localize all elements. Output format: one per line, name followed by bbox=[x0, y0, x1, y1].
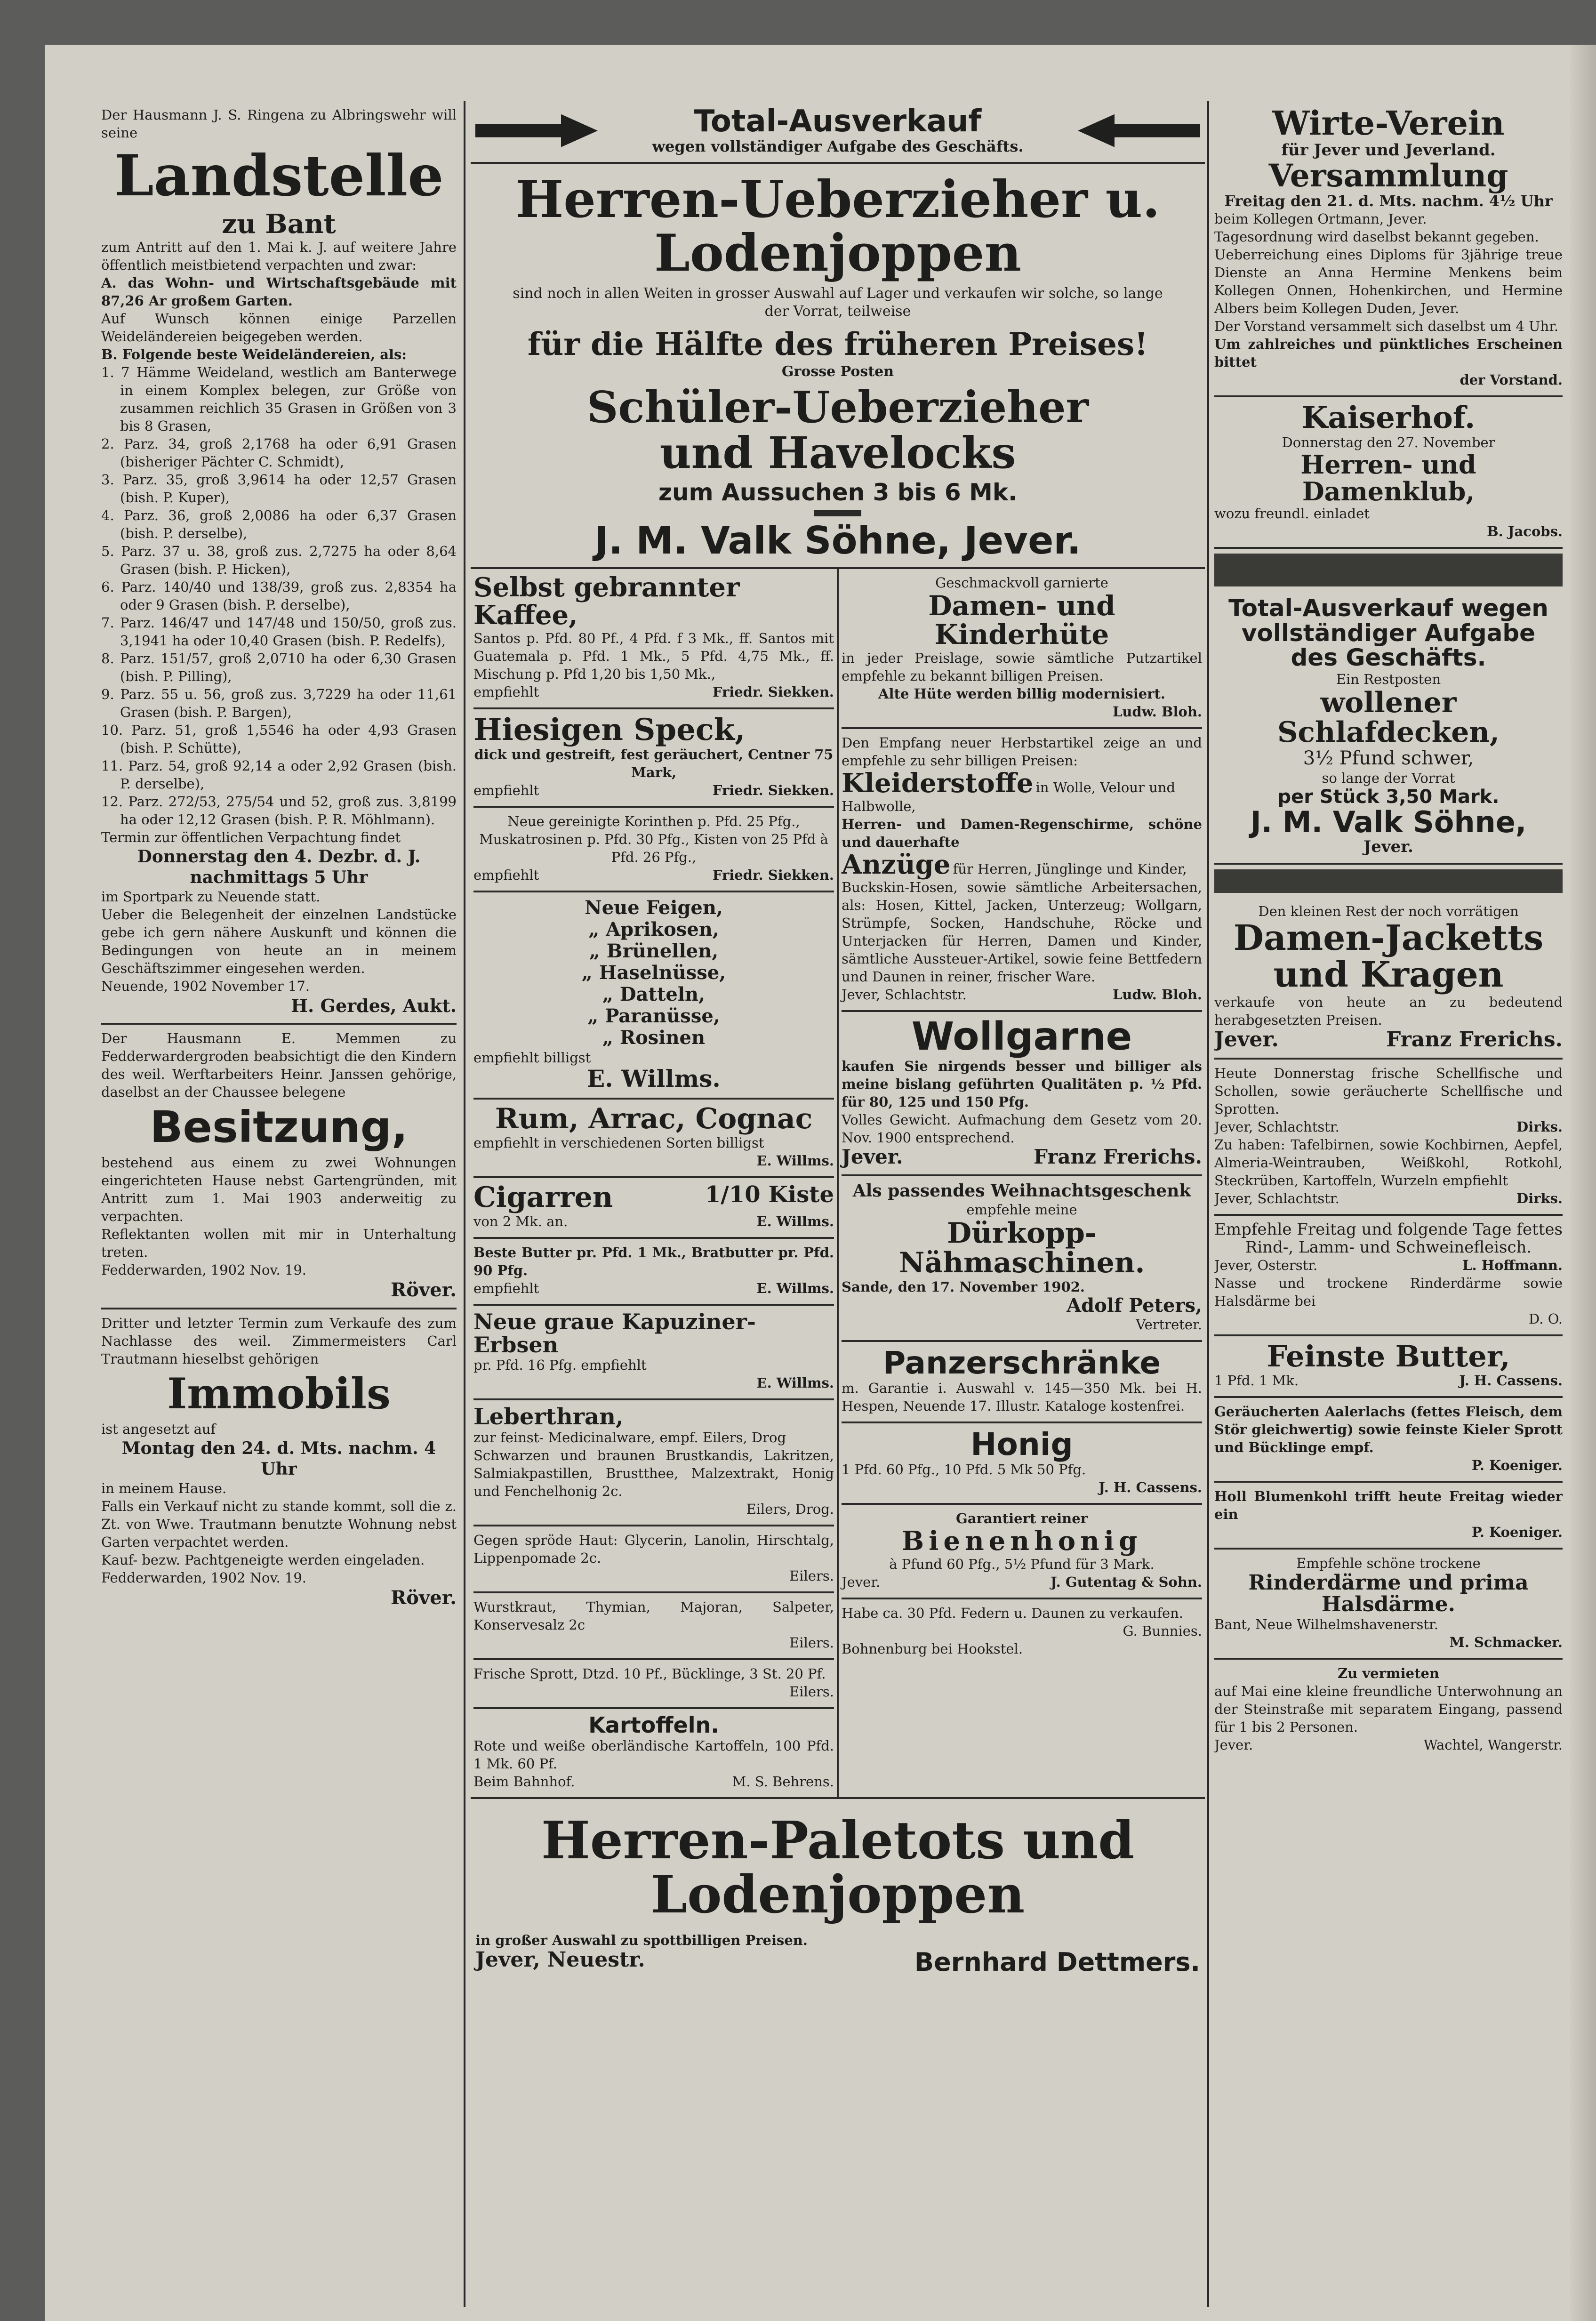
ad-text: beim Kollegen Ortmann, Jever. bbox=[1214, 210, 1427, 227]
ad-kaiserhof bbox=[1214, 397, 1563, 549]
ad-text: Als passendes Weihnachtsgeschenk bbox=[852, 1181, 1191, 1201]
ad-signature: P. Koeniger. bbox=[1471, 1457, 1563, 1473]
ad-text: Volles Gewicht. Aufmachung dem Gesetz vom 20. Nov. 1900 entsprechend. bbox=[842, 1112, 1202, 1146]
ad-text: empfiehlt bbox=[473, 1280, 539, 1297]
list-item: 8. Parz. 151/57, groß 2,0710 ha oder 6,30 Grasen (bish. P. Pilling), bbox=[101, 650, 457, 684]
ad-place: Jever, Schlachtstr. bbox=[1214, 1190, 1339, 1206]
ad-text: Geschmackvoll garnierte bbox=[935, 574, 1108, 591]
ad-text: bestehend aus einem zu zwei Wohnungen eingerichteten Hause nebst Gartengründen, mit Antritt zum 1. Mai 1903 anderweitig zu verpachten. bbox=[101, 1155, 457, 1225]
ad-place: Beim Bahnhof. bbox=[473, 1773, 575, 1790]
ad-text: zum Antritt auf den 1. Mai k. J. auf weitere Jahre öffentlich meistbietend verpachten und zwar: bbox=[101, 239, 457, 273]
ad-text: Tagesordnung wird daselbst bekannt gegeben. bbox=[1214, 228, 1539, 245]
ad-text: dick und gestreift, fest geräuchert, Centner 75 Mark, bbox=[474, 746, 834, 780]
ad-signature: Franz Frerichs. bbox=[1034, 1145, 1202, 1169]
ad-title: Feinste Butter, bbox=[1267, 1339, 1510, 1373]
list-item: „ Rosinen bbox=[602, 1026, 706, 1049]
ad-signature: L. Hoffmann. bbox=[1462, 1257, 1563, 1273]
ad-bienenhonig bbox=[842, 1505, 1202, 1599]
list-item: „ Aprikosen, bbox=[588, 918, 719, 940]
list-item: „ Haselnüsse, bbox=[581, 961, 726, 984]
ad-title: Selbst gebrannter Kaffee, bbox=[473, 571, 740, 631]
ad-text: Der Vorstand versammelt sich daselbst um 4 Uhr. bbox=[1214, 318, 1559, 334]
ad-signature: D. O. bbox=[1529, 1310, 1563, 1327]
ad-text: empfiehlt bbox=[473, 683, 539, 700]
ad-firm: J. M. Valk Söhne, bbox=[1250, 804, 1527, 839]
ad-text: so lange der Vorrat bbox=[1322, 770, 1455, 786]
column-left bbox=[101, 101, 457, 2307]
ad-title: Zu vermieten bbox=[1337, 1665, 1439, 1681]
ad-wirte-verein bbox=[1214, 101, 1563, 397]
ad-text: Dritter und letzter Termin zum Verkaufe des zum Nachlasse des weil. Zimmermeisters Carl Trautmann hieselbst gehörigen bbox=[101, 1315, 457, 1367]
ad-text: à Pfund 60 Pfg., 5½ Pfund für 3 Mark. bbox=[889, 1556, 1155, 1572]
ad-rinderdaerme bbox=[1214, 1550, 1563, 1660]
ad-text: empfiehlt billigst bbox=[473, 1049, 591, 1066]
ad-text: Auf Wunsch können einige Parzellen Weideländereien beigegeben werden. bbox=[101, 310, 457, 345]
ad-text: in jeder Preislage, sowie sämtliche Putzartikel empfehle zu bekannt billigen Preisen. bbox=[842, 650, 1202, 684]
ad-place: Jever, Schlachtstr. bbox=[842, 987, 967, 1003]
list-item: „ Datteln, bbox=[602, 983, 706, 1005]
ad-place: Jever, Osterstr. bbox=[1214, 1257, 1318, 1273]
ad-signature: M. Schmacker. bbox=[1449, 1634, 1563, 1650]
ad-place: Fedderwarden, 1902 Nov. 19. bbox=[101, 1569, 307, 1586]
column-rule bbox=[1207, 101, 1209, 2307]
ad-place: Jever. bbox=[1214, 1028, 1279, 1052]
list-item: „ Paranüsse, bbox=[587, 1004, 720, 1027]
ad-text: Ein Restposten bbox=[1336, 671, 1441, 687]
ad-landstelle bbox=[101, 101, 457, 1025]
ad-text: 1 Pfd. 60 Pfg., 10 Pfd. 5 Mk 50 Pfg. bbox=[842, 1462, 1086, 1478]
ad-title: Wirte-Verein bbox=[1272, 104, 1505, 143]
ad-place: Sande, den 17. November 1902. bbox=[842, 1278, 1085, 1295]
ad-text: von 2 Mk. an. bbox=[473, 1213, 568, 1230]
ad-korinthen bbox=[473, 808, 834, 892]
ad-schlafdecken bbox=[1214, 591, 1563, 865]
ad-text: in großer Auswahl zu spottbilligen Preisen. bbox=[475, 1932, 808, 1948]
ad-text: in meinem Hause. bbox=[101, 1480, 227, 1496]
ad-signature: Dirks. bbox=[1516, 1118, 1563, 1135]
ad-signature: H. Gerdes, Aukt. bbox=[291, 995, 457, 1016]
ad-signature: Ludw. Bloh. bbox=[1112, 987, 1202, 1003]
ad-feinste-butter bbox=[1214, 1336, 1563, 1398]
ad-wurstkraut bbox=[473, 1593, 834, 1660]
ad-wollgarne bbox=[842, 1012, 1202, 1176]
ad-text: Wurstkraut, Thymian, Majoran, Salpeter, Konservesalz 2c bbox=[473, 1599, 834, 1633]
ad-headline: Herren-Ueberzieher u. Lodenjoppen bbox=[515, 170, 1160, 283]
ad-text: Garantiert reiner bbox=[956, 1510, 1088, 1527]
ad-text: Den Empfang neuer Herbstartikel zeige an und empfehle zu sehr billigen Preisen: bbox=[842, 734, 1202, 769]
ad-rum bbox=[473, 1100, 834, 1178]
ad-aal bbox=[1214, 1398, 1563, 1483]
ad-text: Gegen spröde Haut: Glycerin, Lanolin, Hirschtalg, Lippenpomade 2c. bbox=[473, 1532, 834, 1566]
ad-place: Jever. bbox=[1214, 1736, 1253, 1753]
list-item: 5. Parz. 37 u. 38, groß zus. 2,7275 ha oder 8,64 Grasen (bish. P. Hicken), bbox=[101, 543, 457, 577]
ad-text: 3½ Pfund schwer, bbox=[1303, 747, 1474, 769]
ad-damen-jacketts bbox=[1214, 898, 1563, 1060]
ad-honig bbox=[842, 1423, 1202, 1505]
ad-immobils bbox=[101, 1309, 457, 1615]
ad-title: Kaiserhof. bbox=[1301, 400, 1476, 435]
ad-place: Bant, Neue Wilhelmshavenerstr. bbox=[1214, 1616, 1438, 1632]
ad-text: m. Garantie i. Auswahl v. 145—350 Mk. bei H. Hespen, Neuende 17. Illustr. Kataloge kostenfrei. bbox=[842, 1380, 1202, 1414]
ad-headline: Herren- und Damenklub, bbox=[1300, 449, 1476, 506]
ad-signature: Wachtel, Wangerstr. bbox=[1423, 1736, 1563, 1753]
ad-leberthran bbox=[473, 1400, 834, 1526]
ad-signature: J. H. Cassens. bbox=[1099, 1479, 1202, 1496]
ad-title: Landstelle bbox=[114, 143, 444, 209]
ad-text: Heute Donnerstag frische Schellfische und Schollen, sowie geräucherte Schellfische und Sprotten. bbox=[1214, 1065, 1563, 1117]
ad-subtitle: wegen vollständiger Aufgabe des Geschäfts. bbox=[652, 137, 1024, 156]
ad-signature: P. Koeniger. bbox=[1471, 1524, 1563, 1540]
ad-title: Damen- und Kinderhüte bbox=[928, 589, 1115, 651]
ad-place: Neuende, 1902 November 17. bbox=[101, 978, 310, 994]
ad-signature: Eilers. bbox=[789, 1635, 834, 1651]
ad-text: empfiehlt in verschiedenen Sorten billigst bbox=[473, 1135, 764, 1151]
ad-place: Jever, Neuestr. bbox=[475, 1947, 645, 1972]
ad-place: Jever. bbox=[842, 1145, 903, 1169]
small-ads-right bbox=[839, 569, 1205, 1797]
ad-text: Falls ein Verkauf nicht zu stande kommt, soll die z. Zt. von Wwe. Trautmann benutzte Wohnung nebst Garten verpachtet werden. bbox=[101, 1498, 457, 1550]
ad-besitzung bbox=[101, 1025, 457, 1310]
list-item: 6. Parz. 140/40 und 138/39, groß zus. 2,8354 ha oder 9 Grasen (bish. P. derselbe), bbox=[101, 578, 457, 613]
adjacent-page-edge bbox=[1570, 45, 1596, 2321]
ad-text: Ueberreichung eines Diploms für 3jährige treue Dienste an Anna Hermine Menkens beim Kollegen Onnen, Hohenkirchen, und Hermine Albers beim Kollegen Duden, Jever. bbox=[1214, 246, 1563, 316]
divider-bar bbox=[1214, 869, 1563, 893]
ad-text: Herren- und Damen-Regenschirme, schöne und dauerhafte bbox=[842, 816, 1202, 850]
ad-text: Vertreter. bbox=[1136, 1316, 1202, 1333]
ad-text: empfehle meine bbox=[966, 1201, 1077, 1218]
divider-bar bbox=[1214, 554, 1563, 586]
column-rule bbox=[464, 101, 465, 2307]
ad-signature: E. Willms. bbox=[756, 1213, 834, 1230]
parcel-list bbox=[101, 363, 457, 828]
ad-headline: Versammlung bbox=[1268, 157, 1508, 194]
ad-text: empfiehlt bbox=[473, 782, 539, 798]
ad-text: Grosse Posten bbox=[781, 363, 894, 380]
ad-speck bbox=[473, 709, 834, 808]
ad-text: in Wolle, Velour und Halbwolle, bbox=[842, 779, 1176, 814]
ad-text: Den kleinen Rest der noch vorrätigen bbox=[1258, 903, 1519, 919]
ad-signature: E. Willms. bbox=[587, 1064, 721, 1092]
ad-text: ist angesetzt auf bbox=[101, 1421, 216, 1437]
column-right bbox=[1214, 101, 1563, 2307]
ad-cigarren bbox=[473, 1178, 834, 1239]
ad-title: Honig bbox=[970, 1426, 1073, 1462]
ad-signature: J. Gutentag & Sohn. bbox=[1051, 1574, 1202, 1590]
ad-signature: der Vorstand. bbox=[1460, 371, 1563, 388]
ad-headline: für die Hälfte des früheren Preises! bbox=[527, 325, 1148, 362]
ad-total-ausverkauf bbox=[471, 101, 1205, 569]
ad-text: für Herren, Jünglinge und Kinder, bbox=[953, 860, 1187, 877]
ad-signature: Friedr. Siekken. bbox=[712, 867, 834, 883]
ad-feigen bbox=[473, 892, 834, 1100]
ad-signature: Röver. bbox=[391, 1586, 457, 1609]
ad-signature: J. H. Cassens. bbox=[1459, 1372, 1563, 1389]
ad-zu-vermieten bbox=[1214, 1660, 1563, 1760]
ad-date: Donnerstag den 27. November bbox=[1282, 434, 1495, 450]
ad-text: Buckskin-Hosen, sowie sämtliche Arbeitersachen, als: Hosen, Kittel, Jacken, Unterzeug; Wollgarn, Strümpfe, Socken, Handschuhe, Röcke und Unterjacken für Herren, Damen und Kinder, sämtliche Aussteuer-Artikel, sowie feine Bettfedern und Daunen in reiner, frischer Ware. bbox=[842, 879, 1202, 985]
ad-sprott bbox=[473, 1660, 834, 1709]
ad-text: Kauf- bezw. Pachtgeneigte werden eingeladen. bbox=[101, 1551, 425, 1568]
ad-panzerschraenke bbox=[842, 1342, 1202, 1423]
list-item: 11. Parz. 54, groß 92,14 a oder 2,92 Grasen (bish. P. derselbe), bbox=[101, 757, 457, 792]
ad-text: Empfehle Freitag und folgende Tage fettes Rind-, Lamm- und Schweinefleisch. bbox=[1214, 1220, 1563, 1257]
ad-place: Jever. bbox=[842, 1574, 881, 1590]
list-item: 10. Parz. 51, groß 1,5546 ha oder 4,93 Grasen (bish. P. Schütte), bbox=[101, 722, 457, 756]
ad-signature: Röver. bbox=[391, 1279, 457, 1301]
ad-text: sind noch in allen Weiten in grosser Auswahl auf Lager und verkaufen wir solche, so lange der Vorrat, teilweise bbox=[513, 285, 1163, 320]
ad-place: Fedderwarden, 1902 Nov. 19. bbox=[101, 1262, 307, 1278]
pointing-hand-icon bbox=[1078, 114, 1200, 147]
ad-price: zum Aussuchen 3 bis 6 Mk. bbox=[658, 479, 1018, 506]
ad-title: Immobils bbox=[167, 1369, 391, 1419]
ad-kaffee bbox=[473, 569, 834, 709]
list-item: 12. Parz. 272/53, 275/54 und 52, groß zus. 3,8199 ha oder 12,12 Grasen (bish. P. R. Möhlmann). bbox=[101, 793, 457, 827]
ad-title: Neue graue Kapuziner-Erbsen bbox=[473, 1309, 756, 1357]
ad-text: im Sportpark zu Neuende statt. bbox=[101, 888, 321, 905]
ad-duerkopp bbox=[842, 1176, 1202, 1342]
ad-signature: B. Jacobs. bbox=[1487, 523, 1563, 540]
ad-text: A. das Wohn- und Wirtschaftsgebäude mit 87,26 Ar großem Garten. bbox=[101, 274, 457, 309]
ad-fleisch bbox=[1214, 1216, 1563, 1336]
ad-text: Alte Hüte werden billig modernisiert. bbox=[878, 685, 1165, 702]
ad-date: Freitag den 21. d. Mts. nachm. 4½ Uhr bbox=[1224, 192, 1553, 210]
ad-signature: Friedr. Siekken. bbox=[712, 683, 834, 700]
ad-paletots bbox=[471, 1799, 1205, 1983]
ad-text: Holl Blumenkohl trifft heute Freitag wieder ein bbox=[1214, 1488, 1563, 1522]
ad-title: 1/10 Kiste bbox=[705, 1181, 834, 1208]
ad-signature: Eilers, Drog. bbox=[746, 1501, 834, 1518]
ad-text: kaufen Sie nirgends besser und billiger als meine bislang geführten Qualitäten p. ½ Pfd. für 80, 125 und 150 Pfg. bbox=[842, 1058, 1202, 1110]
ad-price: per Stück 3,50 Mark. bbox=[1277, 786, 1500, 808]
ad-fisch bbox=[1214, 1060, 1563, 1216]
ad-firm: J. M. Valk Söhne, Jever. bbox=[594, 518, 1081, 562]
ad-text: Empfehle schöne trockene bbox=[1296, 1555, 1481, 1571]
ad-signature: Eilers. bbox=[789, 1568, 834, 1584]
ad-headline: Herren-Paletots und Lodenjoppen bbox=[541, 1809, 1135, 1925]
ad-title: Total-Ausverkauf wegen vollständiger Aufgabe des Geschäfts. bbox=[1228, 594, 1548, 672]
ad-signature: Adolf Peters, bbox=[1067, 1294, 1202, 1317]
ad-text: 1 Pfd. 1 Mk. bbox=[1214, 1372, 1299, 1389]
ad-text: Rote und weiße oberländische Kartoffeln, 100 Pfd. 1 Mk. 60 Pf. bbox=[473, 1737, 834, 1772]
ad-date: Montag den 24. d. Mts. nachm. 4 Uhr bbox=[121, 1438, 436, 1479]
ad-headline: Schüler-Ueberzieher und Havelocks bbox=[586, 382, 1089, 478]
ad-text: Der Hausmann E. Memmen zu Fedderwardergroden beabsichtigt die den Kindern des weil. Werftarbeiters Heinr. Janssen gehörige, daselbst an der Chaussee belegene bbox=[101, 1030, 457, 1100]
ad-text: Frische Sprott, Dtzd. 10 Pf., Bücklinge, 3 St. 20 Pf. bbox=[473, 1666, 826, 1682]
ad-kleiderstoffe bbox=[842, 729, 1202, 1012]
ad-text: Santos p. Pfd. 80 Pf., 4 Pfd. f 3 Mk., ff. Santos mit Guatemala p. Pfd. 1 Mk., 5 Pfd. 4,75 Mk., ff. Mischung p. Pfd 1,20 bis 1,50 Mk., bbox=[473, 630, 834, 682]
list-item: 9. Parz. 55 u. 56, groß zus. 3,7229 ha oder 11,61 Grasen (bish. P. Bargen), bbox=[101, 686, 457, 720]
ad-title: Damen-Jacketts und Kragen bbox=[1233, 917, 1544, 995]
ad-text: verkaufe von heute an zu bedeutend herabgesetzten Preisen. bbox=[1214, 994, 1563, 1028]
ad-signature: Dirks. bbox=[1516, 1190, 1563, 1206]
list-item: Neue Feigen, bbox=[585, 896, 723, 919]
ad-text: Nasse und trockene Rinderdärme sowie Halsdärme bei bbox=[1214, 1275, 1563, 1309]
ad-title: Kartoffeln. bbox=[588, 1712, 719, 1738]
ad-intro: Der Hausmann J. S. Ringena zu Albringswehr will seine bbox=[101, 107, 457, 141]
ad-text: zur feinst- Medicinalware, empf. Eilers, Drog bbox=[473, 1430, 786, 1446]
ad-text: B. Folgende beste Weideländereien, als: bbox=[101, 346, 407, 362]
ad-title: Besitzung, bbox=[150, 1101, 408, 1152]
ad-signature: G. Bunnies. bbox=[1123, 1622, 1202, 1639]
ad-place: Jever. bbox=[1363, 837, 1413, 856]
ad-title: Bienenhonig bbox=[901, 1526, 1142, 1557]
ad-signature: Bernhard Dettmers. bbox=[914, 1947, 1200, 1977]
column-middle bbox=[471, 101, 1205, 2307]
list-item: 2. Parz. 34, groß 2,1768 ha oder 6,91 Grasen (bisheriger Pächter C. Schmidt), bbox=[101, 435, 457, 470]
ad-place: Jever, Schlachtstr. bbox=[1214, 1118, 1339, 1135]
ad-text: Habe ca. 30 Pfd. Federn u. Daunen zu verkaufen. bbox=[842, 1605, 1184, 1621]
ad-signature: Friedr. Siekken. bbox=[712, 782, 834, 798]
ad-title: Kleiderstoffe bbox=[842, 767, 1034, 799]
ad-text: Schwarzen und braunen Brustkandis, Lakritzen, Salmiakpastillen, Brustthee, Malzextrakt, Honig und Fenchelhonig 2c. bbox=[473, 1447, 834, 1500]
ad-title: Total-Ausverkauf bbox=[694, 104, 982, 139]
ad-signature: E. Willms. bbox=[756, 1153, 834, 1169]
ad-place: Bohnenburg bei Hookstel. bbox=[842, 1640, 1023, 1657]
ad-text: Termin zur öffentlichen Verpachtung findet bbox=[101, 829, 401, 845]
ad-blumenkohl bbox=[1214, 1483, 1563, 1550]
ad-text: pr. Pfd. 16 Pfg. empfiehlt bbox=[473, 1357, 647, 1373]
ad-text: Neue gereinigte Korinthen p. Pfd. 25 Pfg., Muskatrosinen p. Pfd. 30 Pfg., Kisten von 25 Pfd à Pfd. 26 Pfg., bbox=[479, 813, 828, 865]
ad-butter bbox=[473, 1239, 834, 1306]
ad-signature: M. S. Behrens. bbox=[732, 1773, 834, 1790]
divider bbox=[814, 510, 861, 516]
ad-kartoffeln bbox=[473, 1709, 834, 1797]
list-item: 1. 7 Hämme Weideland, westlich am Banterwege in einem Komplex belegen, zur Größe von zusammen reichlich 35 Grasen in Größen von 3 bis 8 Grasen, bbox=[101, 364, 457, 434]
ad-title: Hiesigen Speck, bbox=[473, 712, 746, 747]
ad-title: Leberthran, bbox=[473, 1403, 624, 1430]
list-item: „ Brünellen, bbox=[589, 940, 719, 962]
ad-title: Dürkopp-Nähmaschinen. bbox=[898, 1216, 1145, 1279]
ad-title: Panzerschränke bbox=[882, 1344, 1161, 1381]
ad-signature: Franz Frerichs. bbox=[1386, 1028, 1563, 1052]
list-item: 4. Parz. 36, groß 2,0086 ha oder 6,37 Grasen (bish. P. derselbe), bbox=[101, 507, 457, 541]
ad-erbsen bbox=[473, 1306, 834, 1400]
ad-text: Reflektanten wollen mit mir in Unterhaltung treten. bbox=[101, 1226, 457, 1261]
ad-signature: Ludw. Bloh. bbox=[1112, 703, 1202, 720]
list-item: 7. Parz. 146/47 und 147/48 und 150/50, groß zus. 3,1941 ha oder 10,40 Grasen (bish. P. Redelfs), bbox=[101, 614, 457, 649]
ad-subtitle: zu Bant bbox=[222, 209, 336, 240]
ad-title: Wollgarne bbox=[911, 1014, 1132, 1060]
ad-title: Anzüge bbox=[842, 849, 951, 880]
ad-signature: E. Willms. bbox=[756, 1374, 834, 1391]
list-item: 3. Parz. 35, groß 3,9614 ha oder 12,57 Grasen (bish. P. Kuper), bbox=[101, 471, 457, 506]
ad-haut bbox=[473, 1526, 834, 1593]
ad-hute bbox=[842, 569, 1202, 729]
ad-title: Rinderdärme und prima Halsdärme. bbox=[1248, 1570, 1529, 1616]
ad-signature: E. Willms. bbox=[756, 1280, 834, 1297]
ad-text: Zu haben: Tafelbirnen, sowie Kochbirnen, Aepfel, Almeria-Weintrauben, Weißkohl, Rotkohl, Steckrüben, Kartoffeln, Wurzeln empfiehlt bbox=[1214, 1136, 1563, 1189]
ad-signature: Eilers. bbox=[789, 1684, 834, 1700]
small-ads-grid bbox=[471, 569, 1205, 1799]
ad-headline: wollener Schlafdecken, bbox=[1277, 686, 1500, 749]
pointing-hand-icon bbox=[475, 114, 598, 147]
ad-text: Ueber die Belegenheit der einzelnen Landstücke gebe ich gern nähere Auskunft und können die Bedingungen von heute an in meinem Geschäftszimmer eingesehen werden. bbox=[101, 906, 457, 976]
ad-text: auf Mai eine kleine freundliche Unterwohnung an der Steinstraße mit separatem Eingang, passend für 1 bis 2 Personen. bbox=[1214, 1683, 1563, 1735]
small-ads-left bbox=[471, 569, 839, 1797]
ad-text: wozu freundl. einladet bbox=[1214, 506, 1370, 522]
ad-text: Beste Butter pr. Pfd. 1 Mk., Bratbutter pr. Pfd. 90 Pfg. bbox=[473, 1245, 834, 1279]
ad-federn bbox=[842, 1599, 1202, 1664]
ad-title: Cigarren bbox=[473, 1181, 613, 1214]
ad-title: Rum, Arrac, Cognac bbox=[495, 1102, 813, 1136]
ad-text: empfiehlt bbox=[473, 867, 539, 883]
ad-text: Um zahlreiches und pünktliches Erscheinen bittet bbox=[1214, 336, 1563, 370]
ad-text: Geräucherten Aalerlachs (fettes Fleisch, dem Stör gleichwertig) sowie feinste Kieler Sprott und Bücklinge empf. bbox=[1214, 1403, 1563, 1455]
ad-date: Donnerstag den 4. Dezbr. d. J. nachmittags 5 Uhr bbox=[137, 846, 421, 887]
ad-subtitle: für Jever und Jeverland. bbox=[1281, 140, 1496, 160]
